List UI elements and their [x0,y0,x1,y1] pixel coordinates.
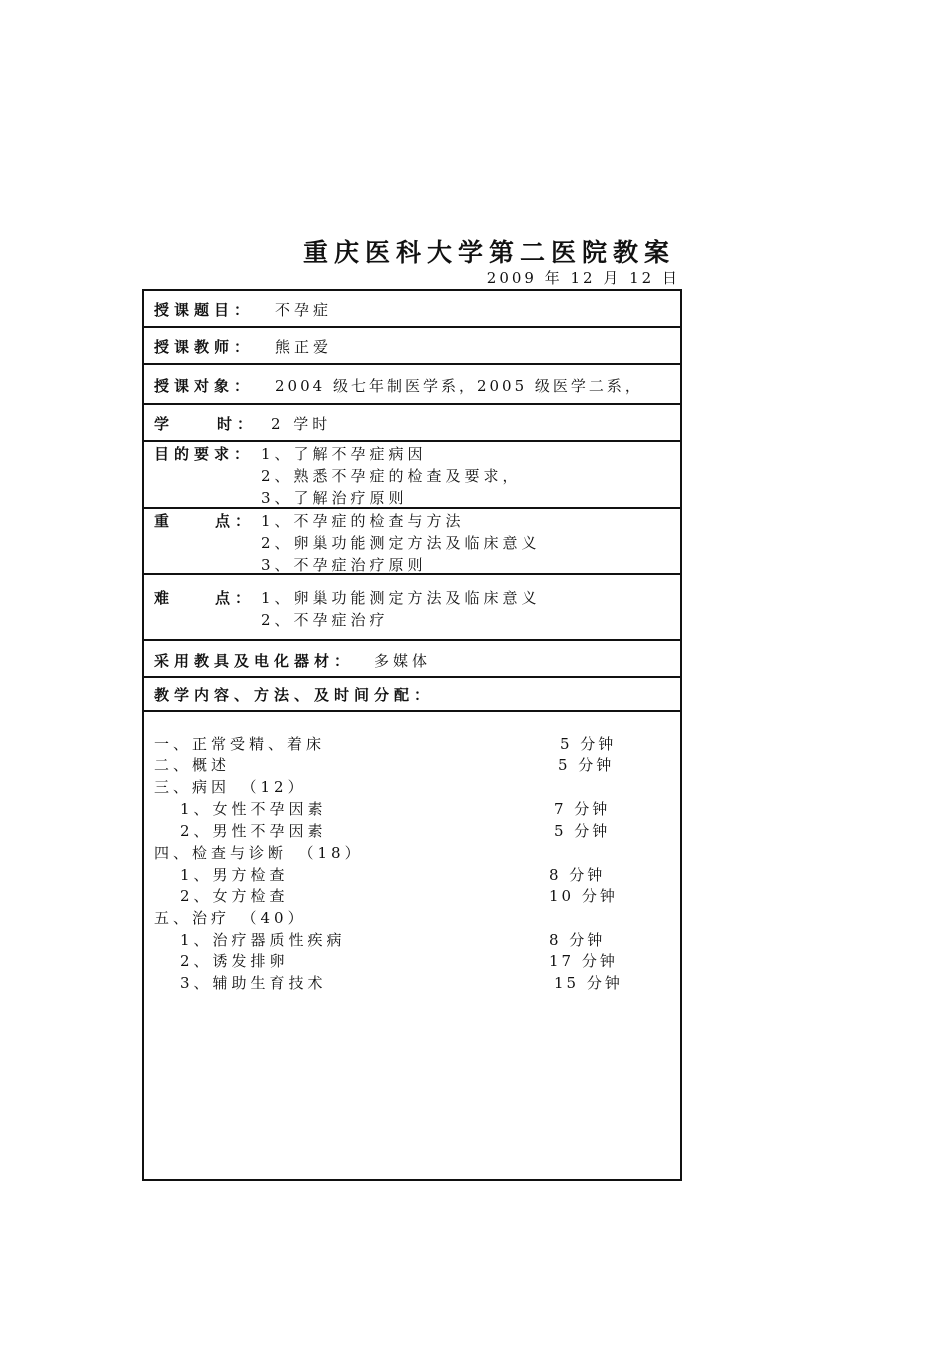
content-time: 5 分钟 [560,735,617,753]
content-time: 15 分钟 [554,974,623,992]
content-time: 5 分钟 [558,756,615,774]
content-item: 1、女性不孕因素 [180,800,327,818]
content-item: 2、女方检查 [180,887,289,905]
document-date: 2009 年 12 月 12 日 [486,269,680,287]
equipment-label: 采用教具及电化器材： [154,652,355,670]
lesson-plan-table [142,289,682,1181]
objective-item: 3、了解治疗原则 [261,489,408,507]
audience-value: 2004 级七年制医学系，2005 级医学二系， [275,377,643,395]
row-content-header [144,678,680,712]
page-title: 重庆医科大学第二医院教案 [303,238,676,267]
row-topic [144,291,680,328]
teacher-value: 熊正爱 [275,338,333,356]
content-time: 17 分钟 [549,952,618,970]
content-list [144,712,680,1179]
content-header-label: 教学内容、方法、及时间分配： [154,686,435,704]
content-item: 2、男性不孕因素 [180,822,327,840]
row-equipment [144,641,680,678]
key-point-item: 2、卵巢功能测定方法及临床意义 [261,534,541,552]
teacher-label: 授课教师： [154,338,255,356]
content-item: 四、检查与诊断 （18） [154,844,364,862]
row-teacher [144,328,680,365]
objective-item: 1、了解不孕症病因 [261,445,427,463]
key-points-label-b: 点： [215,512,256,530]
key-points-label-a: 重 [154,512,175,530]
key-point-item: 1、不孕症的检查与方法 [261,512,465,530]
content-item: 二、概述 [154,756,231,774]
difficulties-label-a: 难 [154,589,175,607]
content-time: 10 分钟 [549,887,618,905]
content-item: 五、治疗 （40） [154,909,307,927]
content-time: 8 分钟 [549,931,606,949]
hours-label-a: 学 [154,415,175,433]
objectives-label: 目的要求： [154,445,255,463]
content-time: 5 分钟 [554,822,611,840]
content-item: 一、正常受精、着床 [154,735,326,753]
content-item: 1、男方检查 [180,866,289,884]
row-difficulties [144,575,680,641]
content-item: 3、辅助生育技术 [180,974,327,992]
content-time: 8 分钟 [549,866,606,884]
hours-label-b: 时： [217,415,258,433]
content-item: 三、病因 （12） [154,778,307,796]
topic-value: 不孕症 [275,301,333,319]
objective-item: 2、熟悉不孕症的检查及要求， [261,467,522,485]
content-item: 2、诱发排卵 [180,952,289,970]
content-item: 1、治疗器质性疾病 [180,931,346,949]
difficulties-label-b: 点： [215,589,256,607]
row-audience [144,365,680,405]
hours-value: 2 学时 [271,415,332,433]
difficulty-item: 1、卵巢功能测定方法及临床意义 [261,589,541,607]
audience-label: 授课对象： [154,377,255,395]
row-key-points [144,509,680,575]
difficulty-item: 2、不孕症治疗 [261,611,389,629]
key-point-item: 3、不孕症治疗原则 [261,556,427,574]
row-objectives [144,442,680,509]
row-hours [144,405,680,442]
equipment-value: 多媒体 [374,652,432,670]
content-time: 7 分钟 [554,800,611,818]
topic-label: 授课题目： [154,301,255,319]
